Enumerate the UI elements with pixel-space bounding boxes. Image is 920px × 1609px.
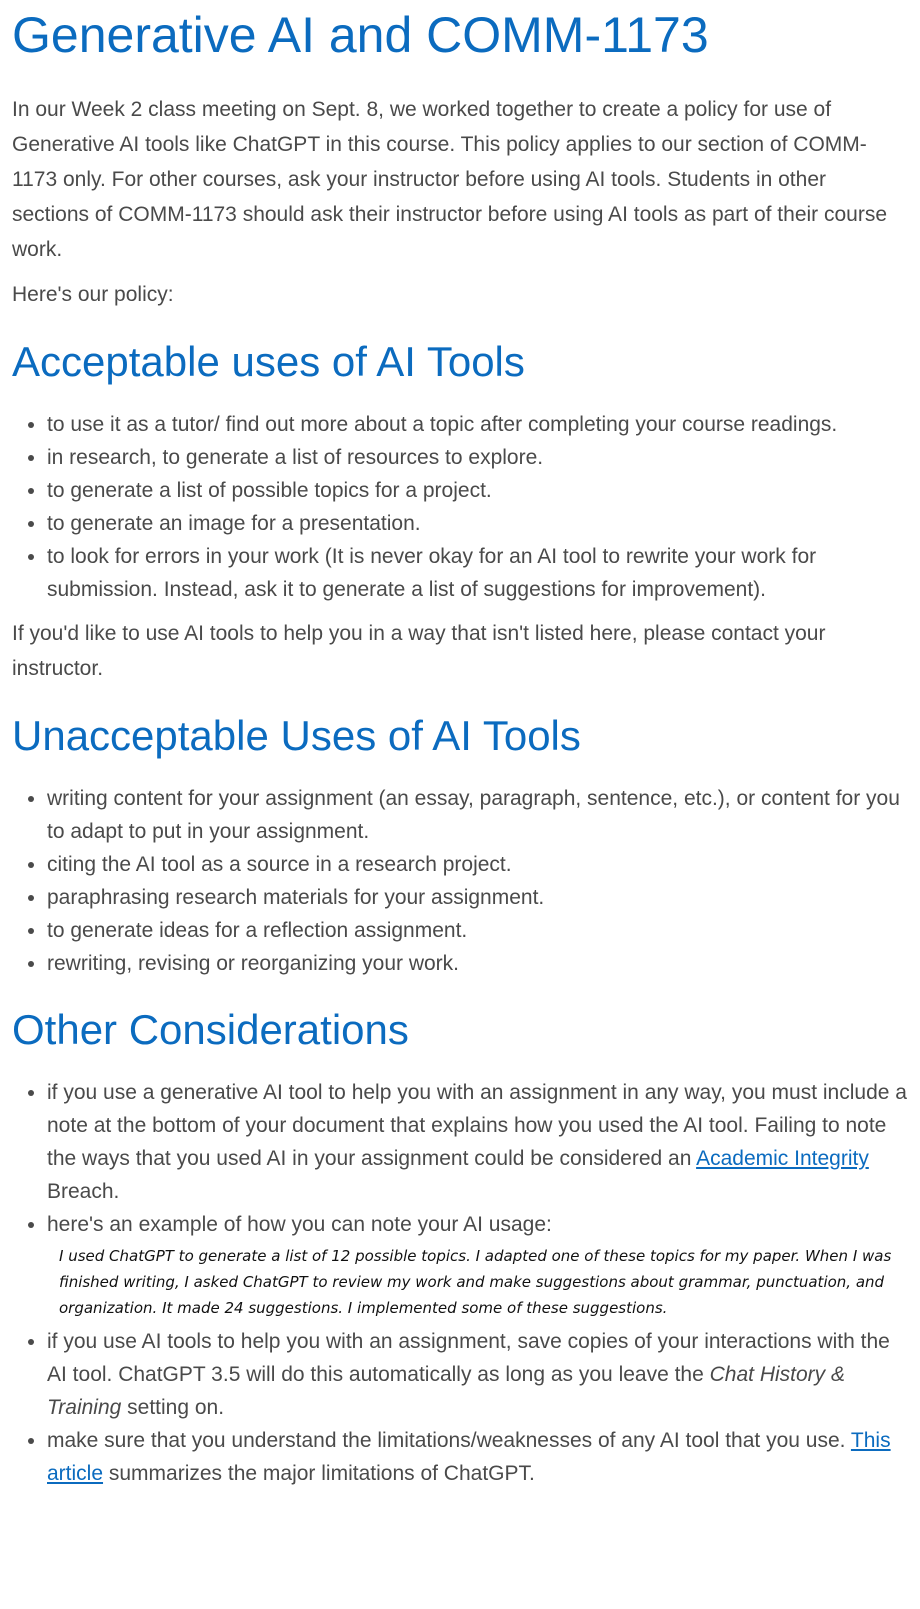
academic-integrity-link[interactable]: Academic Integrity (696, 1147, 869, 1170)
list-item: • to use it as a tutor/ find out more about a topic after completing your course readings. (47, 408, 908, 441)
unacceptable-list (12, 782, 908, 980)
acceptable-list (12, 408, 908, 606)
item-text: if you use a generative AI tool to help you with an assignment in any way, you must include a note at the bottom of your document that explains how you used the AI tool. Failing to note the ways that you used AI in your assignment could be considered an (47, 1081, 907, 1170)
intro-paragraph: In our Week 2 class meeting on Sept. 8, we worked together to create a policy for use of Generative AI tools like ChatGPT in this course. This policy applies to our section of COMM-1173 only. For other courses, ask your instructor before using AI tools. Students in other sections of COMM-1173 should ask their instructor before using AI tools as part of their course work. (12, 98, 888, 261)
list-item: • in research, to generate a list of resources to explore. (47, 441, 908, 474)
item-text: Breach. (47, 1180, 120, 1203)
ai-usage-example: I used ChatGPT to generate a list of 12 possible topics. I adapted one of these topics for my paper. When I was finished writing, I asked ChatGPT to review my work and make suggestions about grammar, punctuation, and organization. It made 24 suggestions. I implemented some of these suggestions. (59, 1247, 892, 1317)
list-item: • writing content for your assignment (an essay, paragraph, sentence, etc.), or content for you to adapt to put in your assignment. (47, 782, 908, 848)
list-item: • rewriting, revising or reorganizing your work. (47, 947, 908, 980)
item-text: summarizes the major limitations of ChatGPT. (103, 1462, 535, 1485)
policy-lead: Here's our policy: (12, 283, 174, 306)
list-item: • to generate an image for a presentation. (47, 507, 908, 540)
unacceptable-heading: Unacceptable Uses of AI Tools (12, 712, 581, 759)
list-item: • paraphrasing research materials for your assignment. (47, 881, 908, 914)
item-text: setting on. (121, 1396, 225, 1419)
list-item: • citing the AI tool as a source in a research project. (47, 848, 908, 881)
list-item: • to generate a list of possible topics for a project. (47, 474, 908, 507)
setting-name: Chat History & Training (47, 1363, 846, 1419)
list-item (47, 1424, 908, 1490)
list-item: • to generate ideas for a reflection assignment. (47, 914, 908, 947)
item-text: here's an example of how you can note your AI usage: (47, 1213, 552, 1236)
item-text: if you use AI tools to help you with an assignment, save copies of your interactions with the AI tool. ChatGPT 3.5 will do this automatically as long as you leave the (47, 1330, 890, 1386)
page-title: Generative AI and COMM-1173 (12, 7, 709, 63)
list-item (47, 1076, 908, 1208)
other-list (12, 1076, 908, 1490)
acceptable-heading: Acceptable uses of AI Tools (12, 338, 525, 385)
list-item (47, 1325, 908, 1424)
acceptable-note: If you'd like to use AI tools to help you in a way that isn't listed here, please contact your instructor. (12, 622, 826, 680)
other-heading: Other Considerations (12, 1006, 409, 1053)
list-item: • to look for errors in your work (It is never okay for an AI tool to rewrite your work for submission. Instead, ask it to generate a list of suggestions for improvement). (47, 540, 908, 606)
article-link[interactable]: This article (47, 1429, 891, 1485)
policy-page (0, 4, 920, 1490)
list-item (47, 1208, 908, 1321)
item-text: make sure that you understand the limitations/weaknesses of any AI tool that you use. (47, 1429, 851, 1452)
